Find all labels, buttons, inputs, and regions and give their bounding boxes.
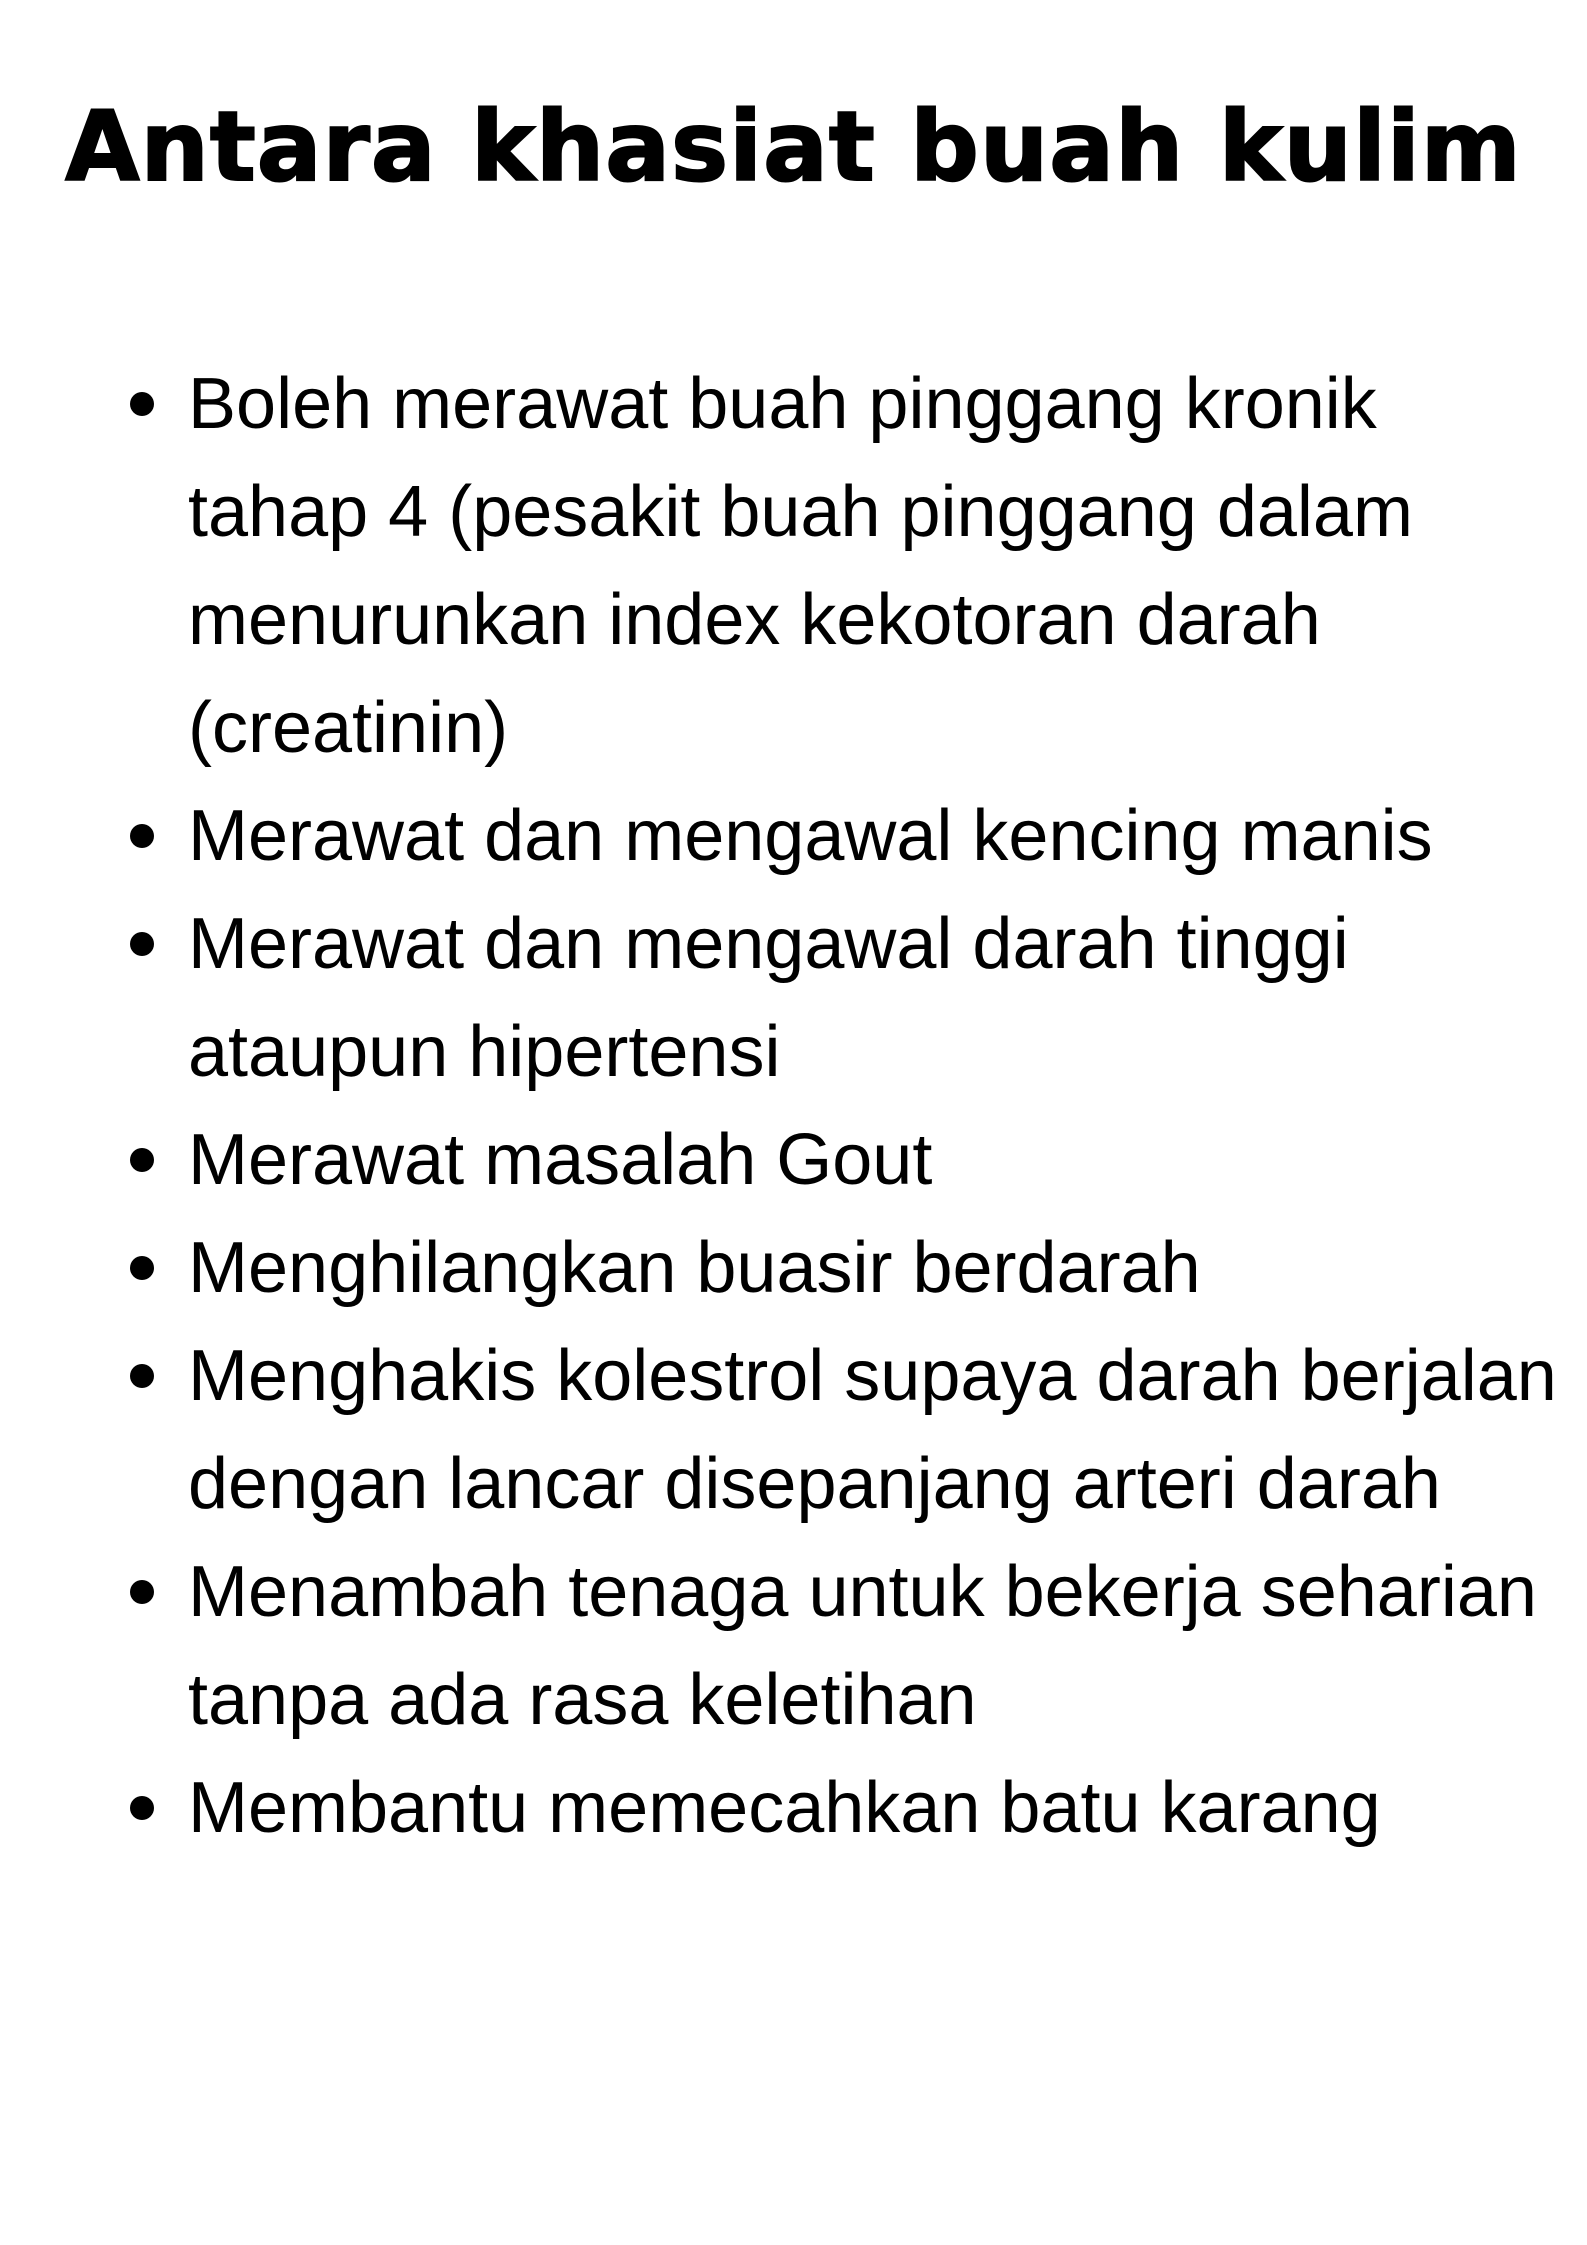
bullet-icon — [130, 1580, 154, 1604]
benefit-text: Merawat masalah Gout — [188, 1120, 933, 1200]
bullet-icon — [130, 392, 154, 416]
bullet-icon — [130, 824, 154, 848]
benefit-text: Merawat dan mengawal kencing manis — [188, 796, 1433, 876]
bullet-icon — [130, 932, 154, 956]
bullet-icon — [130, 1148, 154, 1172]
page-title: Antara khasiat buah kulim — [65, 91, 1522, 203]
benefit-item — [120, 782, 1560, 890]
benefit-item — [120, 1538, 1560, 1754]
benefit-text: Boleh merawat buah pinggang kronik tahap 4 (pesakit buah pinggang dalam menurunkan index kekotoran darah (creatinin) — [188, 364, 1413, 768]
bullet-icon — [130, 1796, 154, 1820]
benefit-item — [120, 890, 1560, 1106]
bullet-icon — [130, 1364, 154, 1388]
benefit-item — [120, 350, 1560, 782]
benefit-text: Merawat dan mengawal darah tinggi ataupun hipertensi — [188, 904, 1349, 1092]
benefit-item — [120, 1214, 1560, 1322]
benefit-text: Menghakis kolestrol supaya darah berjalan dengan lancar disepanjang arteri darah — [188, 1336, 1557, 1524]
benefit-list — [120, 350, 1560, 1862]
benefit-text: Menghilangkan buasir berdarah — [188, 1228, 1201, 1308]
benefit-text: Menambah tenaga untuk bekerja seharian tanpa ada rasa keletihan — [188, 1552, 1537, 1740]
bullet-icon — [130, 1256, 154, 1280]
benefit-item — [120, 1106, 1560, 1214]
benefit-item — [120, 1322, 1560, 1538]
benefit-item — [120, 1754, 1560, 1862]
benefit-text: Membantu memecahkan batu karang — [188, 1768, 1381, 1848]
